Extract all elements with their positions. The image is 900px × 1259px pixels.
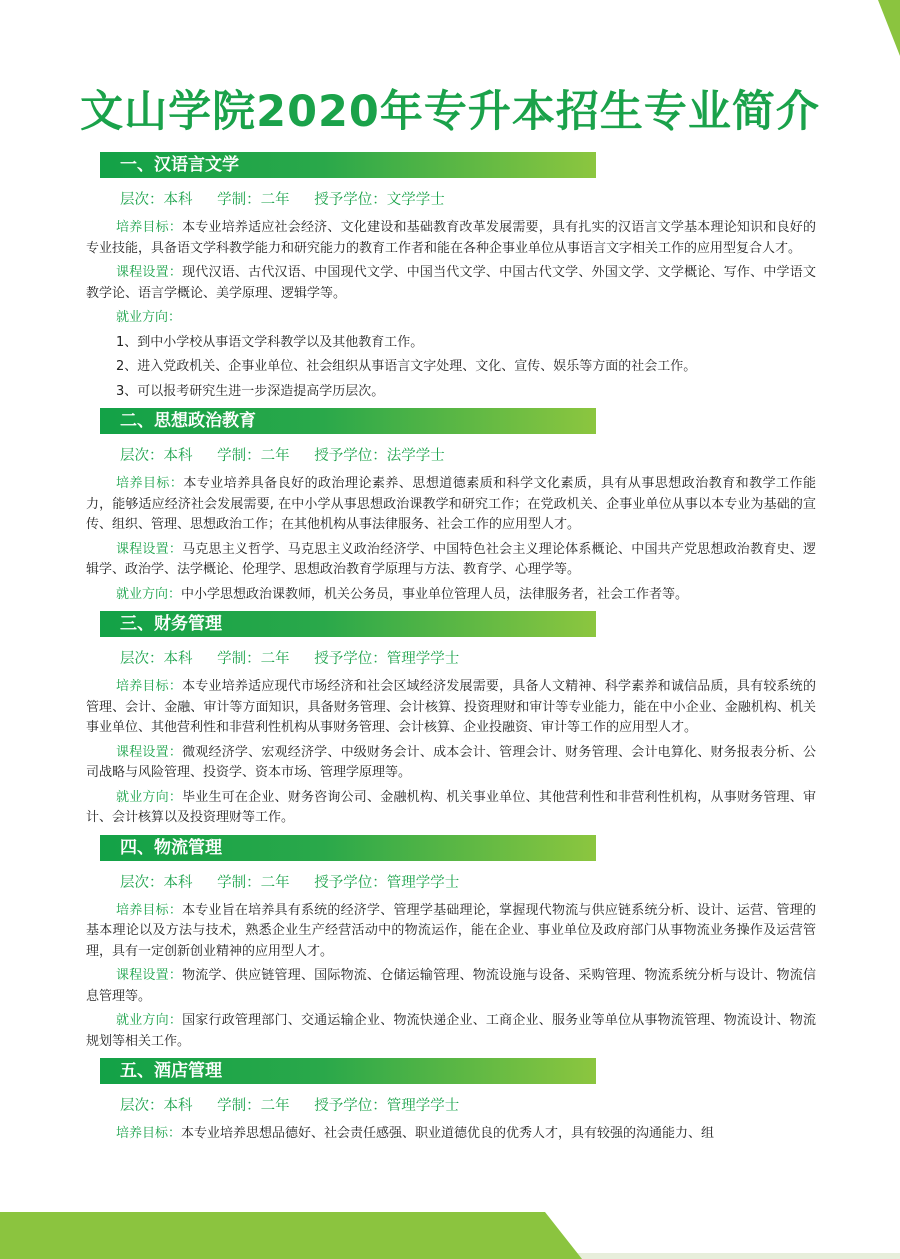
goal-text: 本专业培养适应现代市场经济和社会区域经济发展需要，具备人文精神、科学素养和诚信品质，具有较系统的管理、会计、金融、审计等方面知识，具备财务管理、会计核算、投资理财和审计等专业能力，能在中小企业、金融机构、机关事业单位、其他营利性和非营利性机构从事财务管理、会计核算、企业投融资、审计等工作的应用型人才。 — [86, 679, 816, 735]
goal-label: 培养目标： — [116, 1126, 182, 1141]
section-heading-hotel-management: 五、酒店管理 — [100, 1058, 596, 1084]
goal-text: 本专业培养具备良好的政治理论素养、思想道德素质和科学文化素质，具有从事思想政治教育和教学工作能力，能够适应经济社会发展需要, 在中小学从事思想政治课教学和研究工作；在党政机关、企事业单位从事以本专业为基础的宣传、组织、管理、思想政治工作；在其他机构从事法律服务、社会工作的应用型人才。 — [86, 476, 816, 532]
career-item: 2、进入党政机关、企事业单位、社会组织从事语言文字处理、文化、宣传、娱乐等方面的社会工作。 — [116, 359, 697, 374]
duration-text: 学制：二年 — [217, 1098, 290, 1114]
goal-paragraph — [86, 1124, 816, 1144]
goal-paragraph — [86, 901, 816, 963]
top-corner-decoration — [878, 0, 900, 56]
section-meta — [120, 444, 816, 465]
course-text: 物流学、供应链管理、国际物流、仓储运输管理、物流设施与设备、采购管理、物流系统分析与设计、物流信息管理等。 — [86, 968, 816, 1004]
goal-text: 本专业旨在培养具有系统的经济学、管理学基础理论，掌握现代物流与供应链系统分析、设计、运营、管理的基本理论以及方法与技术，熟悉企业生产经营活动中的物流运作，能在企业、事业单位及政府部门从事物流业务操作及运营管理，具有一定创新创业精神的应用型人才。 — [86, 902, 816, 959]
career-label: 就业方向： — [116, 586, 182, 602]
career-label: 就业方向： — [116, 789, 183, 805]
degree-text: 授予学位：管理学学士 — [314, 874, 460, 891]
goal-paragraph — [86, 474, 816, 536]
section-meta — [120, 647, 816, 668]
course-paragraph — [86, 966, 816, 1007]
goal-label: 培养目标： — [116, 679, 183, 694]
section-heading-financial-management: 三、财务管理 — [100, 611, 596, 637]
level-text: 层次：本科 — [120, 874, 193, 891]
duration-text: 学制：二年 — [217, 874, 290, 891]
career-label: 就业方向： — [116, 1013, 183, 1028]
duration-text: 学制：二年 — [217, 448, 290, 464]
career-text: 国家行政管理部门、交通运输企业、物流快递企业、工商企业、服务业等单位从事物流管理、物流设计、物流规划等相关工作。 — [86, 1013, 816, 1049]
career-label: 就业方向： — [116, 310, 182, 325]
career-text: 中小学思想政治课教师，机关公务员，事业单位管理人员，法律服务者，社会工作者等。 — [181, 586, 689, 602]
course-label: 课程设置： — [116, 265, 183, 280]
goal-paragraph — [86, 677, 816, 739]
goal-label: 培养目标： — [116, 476, 184, 491]
career-text: 毕业生可在企业、财务咨询公司、金融机构、机关事业单位、其他营利性和非营利性机构，从事财务管理、审计、会计核算以及投资理财等工作。 — [86, 789, 816, 825]
section-heading-chinese-literature: 一、汉语言文学 — [100, 152, 596, 178]
course-text: 现代汉语、古代汉语、中国现代文学、中国当代文学、中国古代文学、外国文学、文学概论、写作、中学语文教学论、语言学概论、美学原理、逻辑学等。 — [86, 265, 816, 301]
level-text: 层次：本科 — [120, 192, 193, 208]
course-text: 马克思主义哲学、马克思主义政治经济学、中国特色社会主义理论体系概论、中国共产党思想政治教育史、逻辑学、政治学、法学概论、伦理学、思想政治教育学原理与方法、教育学、心理学等。 — [86, 541, 816, 577]
bottom-band-decoration — [0, 1212, 582, 1259]
course-label: 课程设置： — [116, 541, 183, 557]
degree-text: 授予学位：管理学学士 — [314, 1098, 460, 1114]
career-paragraph — [86, 1011, 816, 1052]
section-meta — [120, 188, 816, 209]
course-label: 课程设置： — [116, 744, 183, 760]
career-paragraph — [86, 788, 816, 829]
section-meta — [120, 1094, 816, 1115]
course-paragraph — [86, 540, 816, 581]
duration-text: 学制：二年 — [217, 651, 290, 667]
course-text: 微观经济学、宏观经济学、中级财务会计、成本会计、管理会计、财务管理、会计电算化、财务报表分析、公司战略与风险管理、投资学、资本市场、管理学原理等。 — [86, 744, 816, 780]
degree-text: 授予学位：文学学士 — [314, 192, 445, 208]
content — [86, 152, 816, 1148]
goal-label: 培养目标： — [116, 902, 183, 918]
goal-label: 培养目标： — [116, 220, 183, 235]
goal-text: 本专业培养适应社会经济、文化建设和基础教育改革发展需要，具有扎实的汉语言文学基本理论知识和良好的专业技能，具备语文学科教学能力和研究能力的教育工作者和能在各种企事业单位从事语言文字相关工作的应用型复合人才。 — [86, 220, 816, 256]
course-paragraph — [86, 743, 816, 784]
goal-paragraph — [86, 218, 816, 259]
section-meta — [120, 871, 816, 892]
page-title: 文山学院2020年专升本招生专业简介 — [80, 87, 820, 137]
degree-text: 授予学位：管理学学士 — [314, 651, 460, 667]
career-paragraph — [86, 308, 816, 329]
degree-text: 授予学位：法学学士 — [314, 448, 445, 464]
level-text: 层次：本科 — [120, 651, 193, 667]
section-heading-political-education: 二、思想政治教育 — [100, 408, 596, 434]
career-item: 3、可以报考研究生进一步深造提高学历层次。 — [116, 383, 385, 399]
level-text: 层次：本科 — [120, 1098, 193, 1114]
course-paragraph — [86, 263, 816, 304]
goal-text: 本专业培养思想品德好、社会责任感强、职业道德优良的优秀人才，具有较强的沟通能力、组 — [181, 1126, 715, 1141]
career-item: 1、到中小学校从事语文学科教学以及其他教育工作。 — [116, 334, 424, 350]
course-label: 课程设置： — [116, 968, 183, 983]
section-heading-logistics-management: 四、物流管理 — [100, 835, 596, 861]
level-text: 层次：本科 — [120, 448, 193, 464]
duration-text: 学制：二年 — [217, 192, 290, 208]
career-paragraph — [86, 585, 816, 606]
